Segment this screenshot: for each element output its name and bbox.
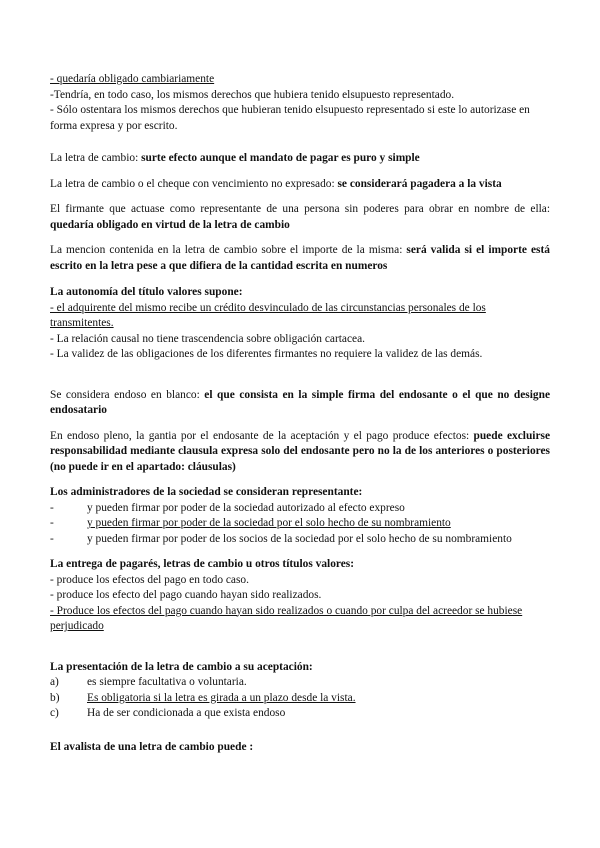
option-marker: b) — [50, 691, 60, 704]
option-item — [50, 501, 550, 517]
question-title-text: Los administradores de la sociedad se consideran representante: — [50, 486, 363, 498]
option-line: - La relación causal no tiene trascendencia sobre obligación cartacea. — [50, 332, 365, 345]
option-marker: - — [50, 517, 54, 529]
question-title — [50, 285, 550, 301]
option-marker: - — [50, 532, 54, 545]
option-line: - Sólo ostentara los mismos derechos que hubieran tenido elsupuesto representado si este lo autorizase en forma expresa y por escrito. — [50, 104, 530, 132]
question-text: La letra de cambio o el cheque con vencimiento no expresado: — [50, 177, 338, 190]
question-paragraph — [50, 429, 550, 476]
option-item — [50, 706, 550, 722]
question-title — [50, 740, 550, 756]
question-title — [50, 557, 550, 573]
question-paragraph — [50, 177, 550, 193]
option-line: - produce los efecto del pago cuando hayan sido realizados. — [50, 589, 322, 601]
question-text: El firmante que actuase como representante de una persona sin poderes para obrar en nombre de ella: — [50, 203, 550, 215]
question-paragraph — [50, 202, 550, 233]
option-marker: c) — [50, 707, 59, 719]
option-item — [50, 516, 550, 532]
option-item — [50, 691, 550, 707]
option-line: - produce los efectos del pago en todo caso. — [50, 573, 249, 586]
question-paragraph — [50, 388, 550, 419]
answer-line: - quedaría obligado cambiariamente — [50, 73, 215, 85]
question-text: Se considera endoso en blanco: — [50, 388, 205, 401]
answer-line: - Produce los efectos del pago cuando hayan sido realizados o cuando por culpa del acreedor se hubiese perjudicado — [50, 604, 523, 632]
question-title-text: La entrega de pagarés, letras de cambio u otros títulos valores: — [50, 558, 355, 570]
option-marker: - — [50, 501, 54, 514]
answer-text: quedaría obligado en virtud de la letra de cambio — [50, 218, 290, 231]
question-title — [50, 660, 550, 676]
answer-line: - el adquirente del mismo recibe un crédito desvinculado de las circunstancias personales de los transmitentes. — [50, 301, 486, 329]
option-line: - La validez de las obligaciones de los diferentes firmantes no requiere la validez de las demás. — [50, 348, 483, 360]
answer-text: se considerará pagadera a la vista — [337, 177, 502, 190]
question-title-text: El avalista de una letra de cambio puede : — [50, 740, 254, 753]
option-line: -Tendría, en todo caso, los mismos derechos que hubiera tenido elsupuesto representado. — [50, 88, 455, 101]
option-item — [50, 675, 550, 691]
question-text: En endoso pleno, la gantia por el endosante de la aceptación y el pago produce efectos: — [50, 429, 474, 442]
question-text: La letra de cambio: — [50, 152, 142, 164]
question-title-text: La presentación de la letra de cambio a su aceptación: — [50, 660, 313, 673]
option-text: y pueden firmar por poder de los socios de la sociedad por el solo hecho de su nombramiento — [87, 532, 512, 545]
document-page — [50, 72, 550, 755]
question-title-text: La autonomía del título valores supone: — [50, 286, 243, 298]
answer-text: puede excluirse responsabilidad mediante clausula expresa solo del endosante pero no la de los anteriores o posteriores (no puede ir en el apartado: cláusulas) — [50, 429, 550, 473]
option-marker: a) — [50, 676, 59, 688]
answer-text: el que consista en la simple firma del endosante o el que no designe endosatario — [50, 388, 550, 416]
question-paragraph — [50, 151, 550, 167]
option-text: Ha de ser condicionada a que exista endoso — [87, 707, 286, 719]
question-text: La mencion contenida en la letra de cambio sobre el importe de la misma: — [50, 244, 407, 256]
answer-text: surte efecto aunque el mandato de pagar es puro y simple — [141, 152, 420, 164]
correct-option-text: Es obligatoria si la letra es girada a un plazo desde la vista. — [87, 691, 356, 704]
correct-option-text: y pueden firmar por poder de la sociedad por el solo hecho de su nombramiento — [87, 517, 451, 529]
option-item — [50, 532, 550, 548]
question-title — [50, 485, 550, 501]
option-text: y pueden firmar por poder de la sociedad autorizado al efecto expreso — [87, 501, 405, 514]
question-paragraph — [50, 243, 550, 274]
option-text: es siempre facultativa o voluntaria. — [87, 676, 247, 688]
answer-text: será valida si el importe está escrito en la letra pese a que difiera de la cantidad escrita en numeros — [50, 244, 550, 272]
